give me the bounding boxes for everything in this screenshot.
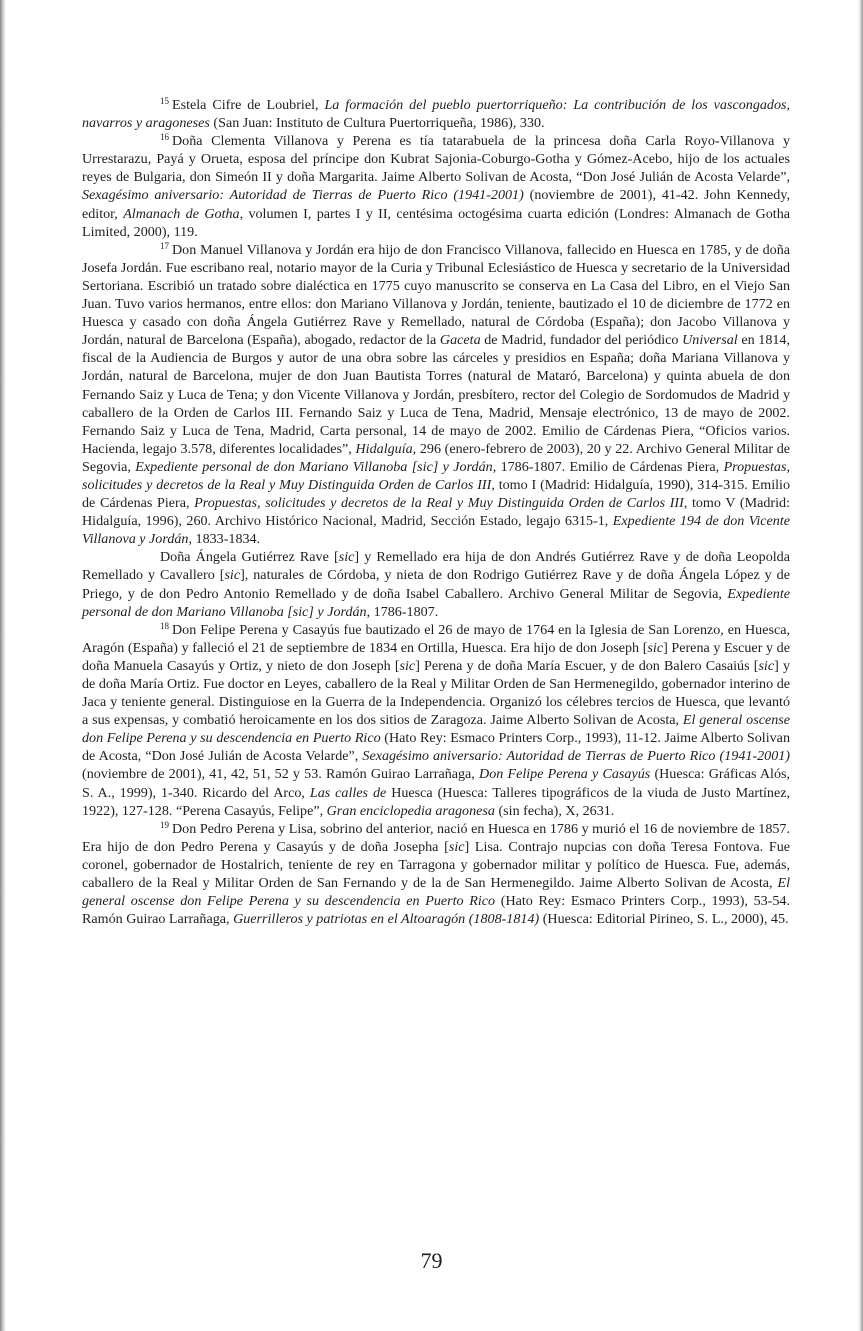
footnote-text: (sin fecha), X, 2631. xyxy=(494,802,615,819)
italic-text: Hidalguía xyxy=(355,440,413,457)
italic-text: Expediente 194 de don Vicente Villanova y Jordán xyxy=(82,513,790,548)
footnote-text: ] Perena y Escuer y de doña Manuela Casayús y Ortiz, y nieto de don Joseph [ xyxy=(82,639,790,674)
page-number: 79 xyxy=(420,1248,443,1273)
footnote-number: 17 xyxy=(160,240,169,251)
italic-text: Propuestas, solicitudes y decretos de la Real y Muy Distinguida Orden de Carlos III xyxy=(194,495,684,512)
italic-text: El general oscense don Felipe Perena y su descendencia en Puerto Rico xyxy=(82,712,790,747)
footnote-continuation xyxy=(82,548,790,620)
footnote-text: ] Lisa. Contrajo nupcias con doña Teresa Fontova. Fue coronel, gobernador de Hostalrich, teniente de rey en Tarragona y gobernador militar y político de Huesca. Fue, además, caballero de la Real y Militar Orden de San Fernando y de la de San Hermenegildo. Jaime Alberto Solivan de Acosta, xyxy=(82,838,791,892)
italic-text: Las calles de xyxy=(309,784,387,801)
italic-text: Gran enciclopedia aragonesa xyxy=(326,802,495,819)
footnotes-section xyxy=(82,96,790,928)
footnote-16 xyxy=(82,132,790,241)
footnote-number: 18 xyxy=(160,620,169,631)
footnote-text: , tomo V (Madrid: Hidalguía, 1996), 260. Archivo Histórico Nacional, Madrid, Sección Estado, legajo 6315-1, xyxy=(82,495,790,530)
footnote-number: 19 xyxy=(160,819,169,830)
footnote-text: (Hato Rey: Esmaco Printers Corp., 1993), 53-54. Ramón Guirao Larrañaga, xyxy=(82,893,790,928)
italic-text: Don Felipe Perena y Casayús xyxy=(479,766,651,783)
italic-text: sic xyxy=(399,657,416,674)
italic-text: Propuestas, solicitudes y decretos de la Real y Muy Distinguida Orden de Carlos III xyxy=(82,458,790,493)
footnote-15 xyxy=(82,96,790,132)
italic-text: sic xyxy=(448,838,465,855)
footnote-number: 15 xyxy=(160,96,169,106)
italic-text: Expediente personal de don Mariano Villanoba [sic] y Jordán xyxy=(135,458,493,475)
footnote-text: Estela Cifre de Loubriel, xyxy=(172,97,325,113)
italic-text: El general oscense don Felipe Perena y su descendencia en Puerto Rico xyxy=(82,875,790,910)
footnote-text: (Huesca: Editorial Pirineo, S. L., 2000), 45. xyxy=(539,911,789,928)
scan-edge-right xyxy=(858,0,863,1331)
footnote-text: (noviembre de 2001), 41, 42, 51, 52 y 53. Ramón Guirao Larrañaga, xyxy=(82,766,480,783)
footnote-text: de Madrid, fundador del periódico xyxy=(480,332,683,349)
footnote-text: , 1786-1807. Emilio de Cárdenas Piera, xyxy=(492,458,724,475)
footnote-text: ] Perena y de doña María Escuer, y de don Balero Casaiús [ xyxy=(415,657,759,674)
footnote-text: , 296 (enero-febrero de 2003), 20 y 22. Archivo General Militar de Segovia, xyxy=(82,440,790,475)
italic-text: sic xyxy=(647,639,664,656)
italic-text: La formación del pueblo puertorriqueño: La contribución de los vascongados, navarros y aragoneses xyxy=(82,97,791,132)
footnote-18 xyxy=(82,621,790,820)
footnote-text: Doña Clementa Villanova y Perena es tía tatarabuela de la princesa doña Carla Royo-Villanova y Urrestarazu, Payá y Orueta, esposa del príncipe don Kubrat Sajonia-Coburgo-Gotha y Gómez-Acebo, hijo de los actuales reyes de Bulgaria, don Simeón II y doña Margarita. Jaime Alberto Solivan de Acosta, “Don José Julián de Acosta Velarde”, xyxy=(82,133,790,186)
italic-text: Almanach de Gotha xyxy=(123,205,240,222)
footnote-text: en 1814, fiscal de la Audiencia de Burgos y autor de una obra sobre las cárceles y presidios en España; doña Mariana Villanova y Jordán, natural de Barcelona, mujer de don Juan Bautista Torres (natural de Mataró, Barcelona) y quinta abuela de don Fernando Saiz y Luca de Tena; y don Vicente Villanova y Jordán, presbítero, rector del Colegio de Sordomudos de Madrid y caballero de la Orden de Carlos III. Fernando Saiz y Luca de Tena, Madrid, Mensaje electrónico, 13 de mayo de 2002. Fernando Saiz y Luca de Tena, Madrid, Carta personal, 14 de mayo de 2002. Emilio de Cárdenas Piera, “Oficios varios. Hacienda, legajo 3.578, diferentes localidades”, xyxy=(82,332,790,457)
footnote-text: Don Felipe Perena y Casayús fue bautizado el 26 de mayo de 1764 en la Iglesia de San Lorenzo, en Huesca, Aragón (España) y falleció el 21 de septiembre de 1834 en Ortilla, Huesca. Era hijo de don Joseph [ xyxy=(82,621,790,656)
footnote-19 xyxy=(82,820,790,929)
footnote-text: , volumen I, partes I y II, centésima octogésima cuarta edición (Londres: Almanach de Gotha Limited, 2000), 119. xyxy=(82,205,790,240)
footnote-text: ] y de doña María Ortiz. Fue doctor en Leyes, caballero de la Real y Militar Orden de San Hermenegildo, gobernador interino de Jaca y teniente general. Distinguiose en la Guerra de la Independencia. Organizó los célebres tercios de Huesca, que levantó a sus expensas, y combatió heroicamente en los dos sitios de Zaragoza. Jaime Alberto Solivan de Acosta, xyxy=(82,657,790,729)
footnote-text: ], naturales de Córdoba, y nieta de don Rodrigo Gutiérrez Rave y de doña Ángela López y de Priego, y de don Pedro Antonio Remellado y de doña Isabel Caballero. Archivo General Militar de Segovia, xyxy=(82,567,790,602)
footnote-text: Don Manuel Villanova y Jordán era hijo de don Francisco Villanova, fallecido en Huesca en 1785, y de doña Josefa Jordán. Fue escribano real, notario mayor de la Curia y Tribunal Eclesiástico de Huesca y secretario de la Universidad Sertoriana. Escribió un tratado sobre dialéctica en 1775 cuyo manuscrito se conserva en La Casa del Libro, en el Viejo San Juan. Tuvo varios hermanos, entre ellos: don Mariano Villanova y Jordán, teniente, bautizado el 10 de diciembre de 1772 en Huesca y casado con doña Ángela Gutiérrez Rave y Remellado, natural de Córdoba (España); don Jacobo Villanova y Jordán, natural de Barcelona (España), abogado, redactor de la xyxy=(82,241,790,349)
footnote-text: , tomo I (Madrid: Hidalguía, 1990), 314-315. Emilio de Cárdenas Piera, xyxy=(82,476,790,512)
footnote-17 xyxy=(82,241,790,549)
footnote-text: (San Juan: Instituto de Cultura Puertorriqueña, 1986), 330. xyxy=(209,115,545,132)
italic-text: Guerrilleros y patriotas en el Altoaragón (1808-1814) xyxy=(233,911,540,928)
italic-text: sic xyxy=(758,657,775,674)
italic-text: Expediente personal de don Mariano Villanoba [sic] y Jordán xyxy=(82,585,790,620)
italic-text: Gaceta xyxy=(439,332,481,349)
scan-edge-left xyxy=(0,0,6,1331)
italic-text: sic xyxy=(338,549,355,566)
footnote-text: (noviembre de 2001), 41-42. John Kennedy, editor, xyxy=(82,187,791,222)
italic-text: Sexagésimo aniversario: Autoridad de Tierras de Puerto Rico (1941-2001) xyxy=(82,187,524,204)
footnote-text: Don Pedro Perena y Lisa, sobrino del anterior, nació en Huesca en 1786 y murió el 16 de noviembre de 1857. Era hijo de don Pedro Perena y Casayús y de doña Josepha [ xyxy=(82,820,790,855)
footnote-text: , 1786-1807. xyxy=(366,603,439,620)
footnote-text: Huesca (Huesca: Talleres tipográficos de la viuda de Justo Martínez, 1922), 127-128. “Perena Casayús, Felipe”, xyxy=(82,784,791,819)
footnote-text: , 1833-1834. xyxy=(188,531,261,548)
footnote-text: (Hato Rey: Esmaco Printers Corp., 1993), 11-12. Jaime Alberto Solivan de Acosta, “Don José Julián de Acosta Velarde”, xyxy=(82,730,790,765)
italic-text: sic xyxy=(224,567,241,584)
italic-text: Universal xyxy=(682,332,738,349)
footnote-text: Doña Ángela Gutiérrez Rave [ xyxy=(160,549,339,566)
italic-text: Sexagésimo aniversario: Autoridad de Tierras de Puerto Rico (1941-2001) xyxy=(362,748,790,765)
footnote-text: ] y Remellado era hija de don Andrés Gutiérrez Rave y de doña Leopolda Remellado y Cavallero [ xyxy=(82,549,790,584)
footnote-number: 16 xyxy=(160,132,169,143)
footnote-text: (Huesca: Gráficas Alós, S. A., 1999), 1-340. Ricardo del Arco, xyxy=(82,766,791,801)
